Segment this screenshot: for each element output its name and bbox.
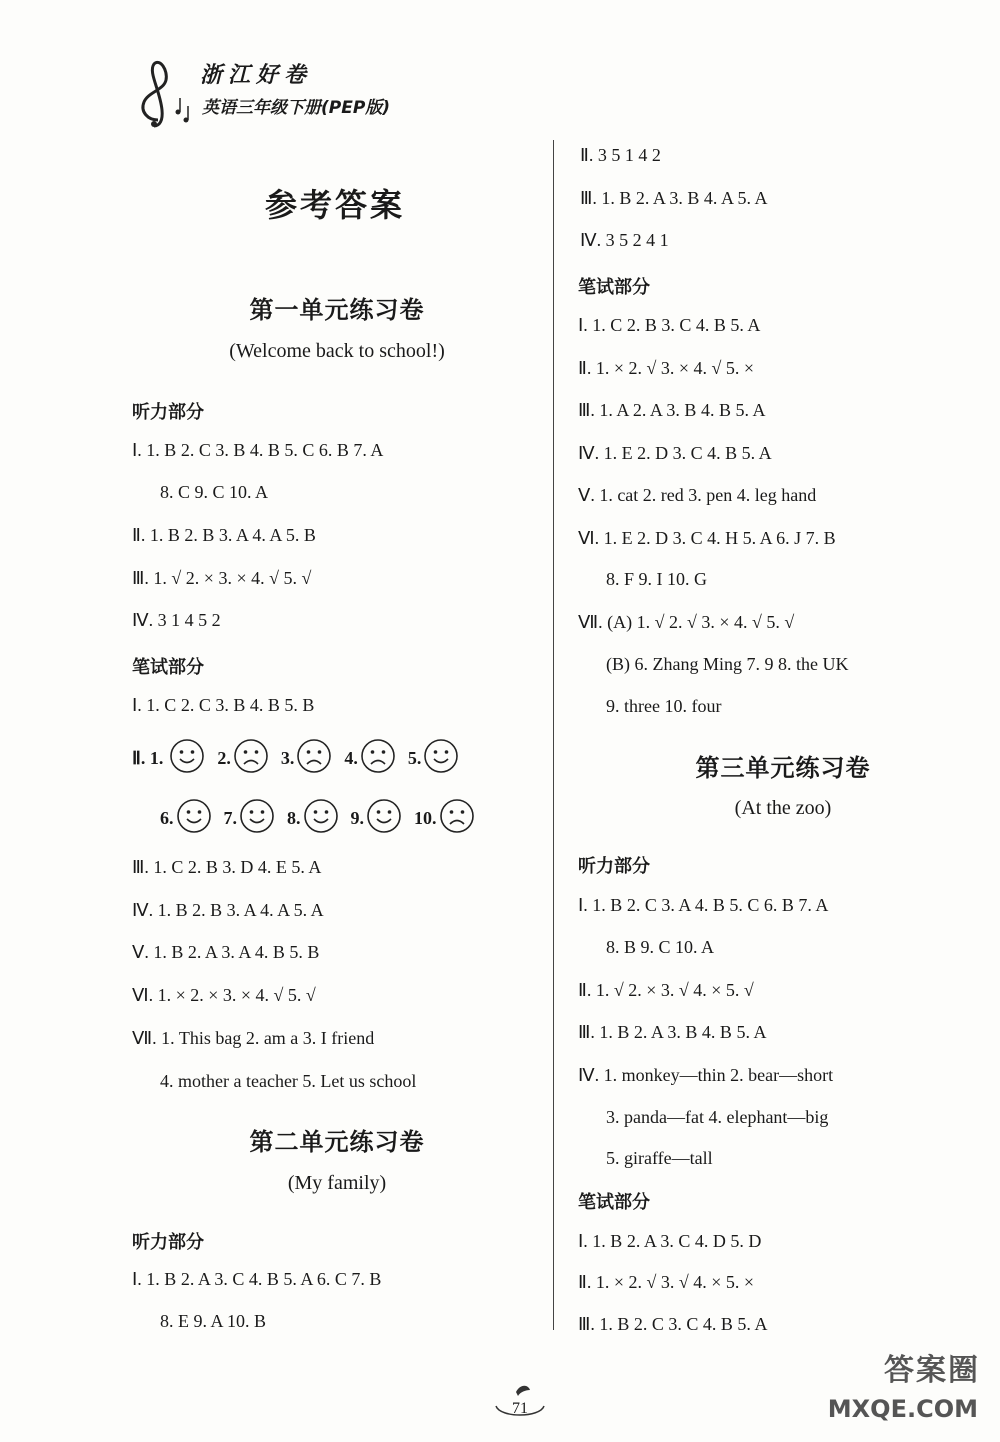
unit3-w1: Ⅰ. 1. B 2. A 3. C 4. D 5. D	[578, 1231, 762, 1251]
face-answer	[287, 798, 339, 839]
smiley-face-icon	[176, 798, 212, 839]
sad-face-icon	[439, 798, 475, 839]
face-answer	[224, 798, 276, 839]
smiley-face-icon	[169, 738, 205, 779]
unit2-l1b: 8. E 9. A 10. B	[160, 1311, 267, 1331]
unit3-l2: Ⅱ. 1. √ 2. × 3. √ 4. × 5. √	[578, 980, 754, 1000]
smiley-face-icon	[423, 738, 459, 779]
unit2-w3: Ⅲ. 1. A 2. A 3. B 4. B 5. A	[578, 400, 766, 420]
unit2-l1: Ⅰ. 1. B 2. A 3. C 4. B 5. A 6. C 7. B	[132, 1269, 382, 1289]
unit1-title: 第一单元练习卷	[249, 296, 425, 324]
face-answer-number: 6.	[160, 808, 174, 828]
unit2-w7c: 9. three 10. four	[606, 696, 722, 716]
face-answer-number: 2.	[217, 748, 231, 768]
unit1-l1b: 8. C 9. C 10. A	[160, 482, 269, 502]
unit1-w2-row1	[132, 738, 542, 779]
unit1-written-heading: 笔试部分	[132, 657, 204, 678]
unit3-title: 第三单元练习卷	[695, 754, 871, 782]
unit2-l4: Ⅳ. 3 5 2 4 1	[580, 230, 669, 250]
smiley-face-icon	[239, 798, 275, 839]
face-answer-number: 7.	[223, 808, 237, 828]
face-answer-number: 5.	[407, 748, 422, 768]
face-answer	[414, 798, 475, 839]
page-number-ornament-icon	[490, 1382, 550, 1422]
unit3-w3: Ⅲ. 1. B 2. C 3. C 4. B 5. A	[578, 1314, 768, 1334]
unit1-w7: Ⅶ. 1. This bag 2. am a 3. I friend	[132, 1028, 375, 1048]
unit2-w7b: (B) 6. Zhang Ming 7. 9 8. the UK	[606, 654, 849, 674]
unit1-w1: Ⅰ. 1. C 2. C 3. B 4. B 5. B	[132, 695, 315, 715]
unit2-title: 第二单元练习卷	[249, 1128, 425, 1156]
unit2-w6: Ⅵ. 1. E 2. D 3. C 4. H 5. A 6. J 7. B	[578, 528, 836, 548]
unit1-w5: Ⅴ. 1. B 2. A 3. A 4. B 5. B	[132, 942, 320, 962]
treble-clef-icon	[130, 50, 200, 130]
smiley-face-icon	[303, 798, 339, 839]
sad-face-icon	[233, 738, 269, 779]
face-answer	[167, 738, 205, 779]
unit2-subtitle: (My family)	[287, 1172, 387, 1194]
unit3-written-heading: 笔试部分	[578, 1192, 650, 1213]
face-answer-number: 9.	[350, 808, 364, 828]
unit3-l1b: 8. B 9. C 10. A	[606, 937, 715, 957]
watermark-url: MXQE.COM	[827, 1395, 978, 1423]
face-answer-number: 8.	[287, 808, 301, 828]
unit2-w2: Ⅱ. 1. × 2. √ 3. × 4. √ 5. ×	[578, 358, 755, 378]
unit1-w7b: 4. mother a teacher 5. Let us school	[160, 1071, 417, 1091]
face-answer-number: 4.	[344, 748, 358, 768]
page-number-text: 71	[512, 1400, 528, 1417]
unit3-listening-heading: 听力部分	[578, 856, 650, 877]
unit2-l2: Ⅱ. 3 5 1 4 2	[580, 145, 661, 165]
unit1-l4: Ⅳ. 3 1 4 5 2	[132, 610, 221, 630]
sad-face-icon	[360, 738, 396, 779]
unit2-w4: Ⅳ. 1. E 2. D 3. C 4. B 5. A	[578, 443, 772, 463]
unit3-l4: Ⅳ. 1. monkey—thin 2. bear—short	[578, 1065, 834, 1085]
unit1-w2-row2	[160, 798, 487, 839]
face-answer	[217, 738, 269, 779]
unit1-w2-label: Ⅱ. 1.	[132, 748, 164, 768]
unit1-listening-heading: 听力部分	[132, 402, 204, 423]
unit2-listening-heading: 听力部分	[132, 1232, 204, 1253]
unit1-w6: Ⅵ. 1. × 2. × 3. × 4. √ 5. √	[132, 985, 316, 1005]
unit3-subtitle: (At the zoo)	[734, 797, 832, 819]
face-answer	[344, 738, 396, 779]
page-number	[480, 1400, 560, 1418]
face-answer	[408, 738, 460, 779]
unit2-w6b: 8. F 9. I 10. G	[606, 569, 708, 589]
unit1-l1: Ⅰ. 1. B 2. C 3. B 4. B 5. C 6. B 7. A	[132, 440, 384, 460]
page-title: 参考答案	[264, 186, 405, 224]
unit1-subtitle: (Welcome back to school!)	[229, 340, 445, 362]
unit3-l3: Ⅲ. 1. B 2. A 3. B 4. B 5. A	[578, 1022, 767, 1042]
smiley-face-icon	[366, 798, 402, 839]
unit1-w4: Ⅳ. 1. B 2. B 3. A 4. A 5. A	[132, 900, 324, 920]
unit2-l3: Ⅲ. 1. B 2. A 3. B 4. A 5. A	[580, 188, 768, 208]
watermark-logo: 答案圈	[884, 1353, 980, 1388]
unit2-w7: Ⅶ. (A) 1. √ 2. √ 3. × 4. √ 5. √	[578, 612, 795, 632]
header-subtitle: 英语三年级下册(PEP版)	[202, 98, 391, 118]
face-answer	[351, 798, 403, 839]
column-divider	[553, 140, 554, 1330]
unit1-l2: Ⅱ. 1. B 2. B 3. A 4. A 5. B	[132, 525, 316, 545]
unit2-w5: Ⅴ. 1. cat 2. red 3. pen 4. leg hand	[578, 485, 817, 505]
unit3-l4b: 3. panda—fat 4. elephant—big	[606, 1107, 829, 1127]
unit2-w1: Ⅰ. 1. C 2. B 3. C 4. B 5. A	[578, 315, 761, 335]
face-answer-number: 3.	[280, 748, 295, 768]
unit3-l1: Ⅰ. 1. B 2. C 3. A 4. B 5. C 6. B 7. A	[578, 895, 829, 915]
unit1-w3: Ⅲ. 1. C 2. B 3. D 4. E 5. A	[132, 857, 322, 877]
unit2-written-heading: 笔试部分	[578, 277, 650, 298]
faces-row-1	[167, 738, 471, 779]
face-answer-number: 10.	[414, 808, 437, 828]
sad-face-icon	[296, 738, 332, 779]
header-title: 浙江好卷	[200, 62, 313, 88]
unit1-l3: Ⅲ. 1. √ 2. × 3. × 4. √ 5. √	[132, 568, 312, 588]
face-answer	[160, 798, 212, 839]
unit3-w2: Ⅱ. 1. × 2. √ 3. √ 4. × 5. ×	[578, 1272, 755, 1292]
faces-row-2	[160, 798, 487, 839]
unit3-l4c: 5. giraffe—tall	[606, 1148, 713, 1168]
face-answer	[281, 738, 333, 779]
